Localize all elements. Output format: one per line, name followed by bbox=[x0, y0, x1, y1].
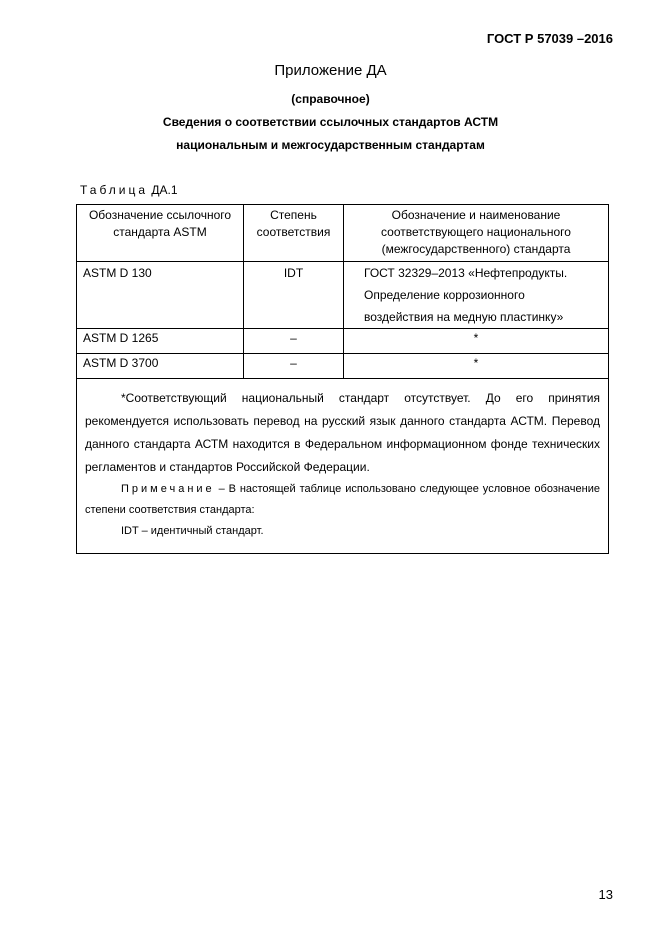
appendix-title: Приложение ДА bbox=[274, 62, 387, 79]
table-caption bbox=[80, 183, 178, 197]
table-row bbox=[77, 262, 609, 329]
remark bbox=[85, 479, 600, 521]
remark-label: Примечание bbox=[121, 483, 215, 495]
header-designation: Обозначение ссылочного стандарта ASTM bbox=[77, 205, 244, 262]
table-row bbox=[77, 354, 609, 379]
header-standard: Обозначение и наименование соответствующего национального (межгосударственного) стандарта bbox=[344, 205, 609, 262]
table-row bbox=[77, 329, 609, 354]
table-caption-word: Таблица bbox=[80, 183, 149, 197]
document-number: ГОСТ Р 57039 –2016 bbox=[486, 31, 613, 46]
cell-degree: – bbox=[244, 329, 344, 354]
appendix-heading-line1: Сведения о соответствии ссылочных стандартов АСТМ bbox=[162, 115, 499, 129]
cell-designation: ASTM D 1265 bbox=[77, 329, 244, 354]
degree-legend: IDT – идентичный стандарт. bbox=[121, 525, 264, 537]
footnote-text: *Соответствующий национальный стандарт отсутствует. До его принятия рекомендуется использовать перевод на русский язык данного стандарта АСТМ. Перевод данного стандарта АСТМ находится в Федеральном информационном фонде технических регламентов и стандартов Российской Федерации. bbox=[85, 391, 600, 474]
table-header-row bbox=[77, 205, 609, 262]
cell-designation: ASTM D 130 bbox=[77, 262, 244, 329]
cell-degree: – bbox=[244, 354, 344, 379]
table-notes-row bbox=[77, 379, 609, 554]
table-notes-cell bbox=[77, 379, 609, 554]
remark-text: – В настоящей таблице использовано следующее условное обозначение степени соответствия стандарта: bbox=[85, 483, 600, 516]
cell-standard: * bbox=[344, 329, 609, 354]
cell-standard: * bbox=[344, 354, 609, 379]
appendix-subtitle: (справочное) bbox=[291, 92, 370, 106]
cell-degree: IDT bbox=[244, 262, 344, 329]
cell-standard: ГОСТ 32329–2013 «Нефтепродукты. Определение коррозионного воздействия на медную пластинку» bbox=[344, 262, 609, 329]
page-number: 13 bbox=[598, 887, 613, 902]
appendix-heading-line2: национальным и межгосударственным стандартам bbox=[176, 138, 485, 152]
table-caption-number: ДА.1 bbox=[151, 183, 178, 197]
header-degree: Степень соответствия bbox=[244, 205, 344, 262]
cell-designation: ASTM D 3700 bbox=[77, 354, 244, 379]
correspondence-table bbox=[76, 204, 609, 554]
